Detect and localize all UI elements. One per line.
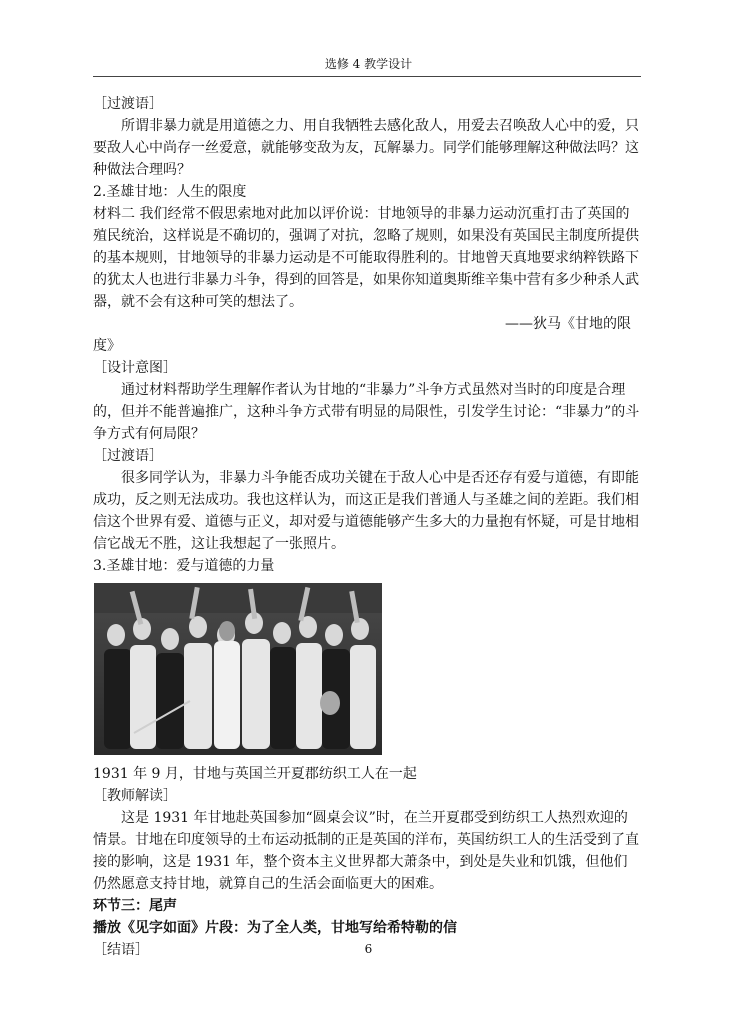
material-two-paragraph: 材料二 我们经常不假思索地对此加以评价说：甘地领导的非暴力运动沉重打击了英国的殖民统治，这样说是不确切的，强调了对抗，忽略了规则，如果没有英国民主制度所提供的基本规则，甘地领导的非暴力运动是不可能取得胜利的。甘地曾天真地要求纳粹铁路下的犹太人也进行非暴力斗争，得到的回答是，如果你知道奥斯维辛集中营有多少种杀人武器，就不会有这种可笑的想法了。: [93, 206, 639, 310]
transition-tag-1: ［过渡语］: [93, 96, 163, 112]
section-heading-2: 2.圣雄甘地：人生的限度: [93, 184, 247, 200]
document-body: [93, 93, 641, 961]
material-source-line1: ——狄马《甘地的限: [505, 316, 631, 332]
page-number: 6: [364, 942, 373, 956]
photo-caption: 1931 年 9 月，甘地与英国兰开夏郡纺织工人在一起: [93, 766, 417, 782]
page-header: 选修 4 教学设计: [324, 57, 413, 71]
transition-paragraph-1: 所谓非暴力就是用道德之力、用自我牺牲去感化敌人，用爱去召唤敌人心中的爱，只要敌人心中尚存一丝爱意，就能够变敌为友，瓦解暴力。同学们能够理解这种做法吗？这种做法合理吗？: [93, 118, 639, 178]
section-three-heading: 环节三：尾声: [93, 898, 177, 914]
teacher-interpretation-tag: ［教师解读］: [93, 788, 177, 804]
transition-tag-2: ［过渡语］: [93, 448, 163, 464]
conclusion-tag: ［结语］: [93, 942, 149, 958]
teacher-interpretation-paragraph: 这是 1931 年甘地赴英国参加“圆桌会议”时，在兰开夏郡受到纺织工人热烈欢迎的情景。甘地在印度领导的土布运动抵制的正是英国的洋布，英国纺织工人的生活受到了直接的影响，这是 1931 年，整个资本主义世界都大萧条中，到处是失业和饥饿，但他们仍然愿意支持甘地，就算自己的生活会面临更大的困难。: [93, 810, 639, 892]
historical-photo: [94, 583, 382, 755]
header-rule: [93, 76, 641, 77]
play-video-line: 播放《见字如面》片段：为了全人类，甘地写给希特勒的信: [93, 920, 457, 936]
section-heading-3: 3.圣雄甘地：爱与道德的力量: [93, 558, 275, 574]
transition-paragraph-2: 很多同学认为，非暴力斗争能否成功关键在于敌人心中是否还存有爱与道德，有即能成功，反之则无法成功。我也这样认为，而这正是我们普通人与圣雄之间的差距。我们相信这个世界有爱、道德与正义，却对爱与道德能够产生多大的力量抱有怀疑，可是甘地相信它战无不胜，这让我想起了一张照片。: [93, 470, 639, 552]
design-intent-paragraph: 通过材料帮助学生理解作者认为甘地的“非暴力”斗争方式虽然对当时的印度是合理的，但并不能普遍推广，这种斗争方式带有明显的局限性，引发学生讨论：“非暴力”的斗争方式有何局限？: [93, 382, 640, 442]
design-intent-tag: ［设计意图］: [93, 360, 177, 376]
material-source-line2: 度》: [93, 338, 121, 354]
